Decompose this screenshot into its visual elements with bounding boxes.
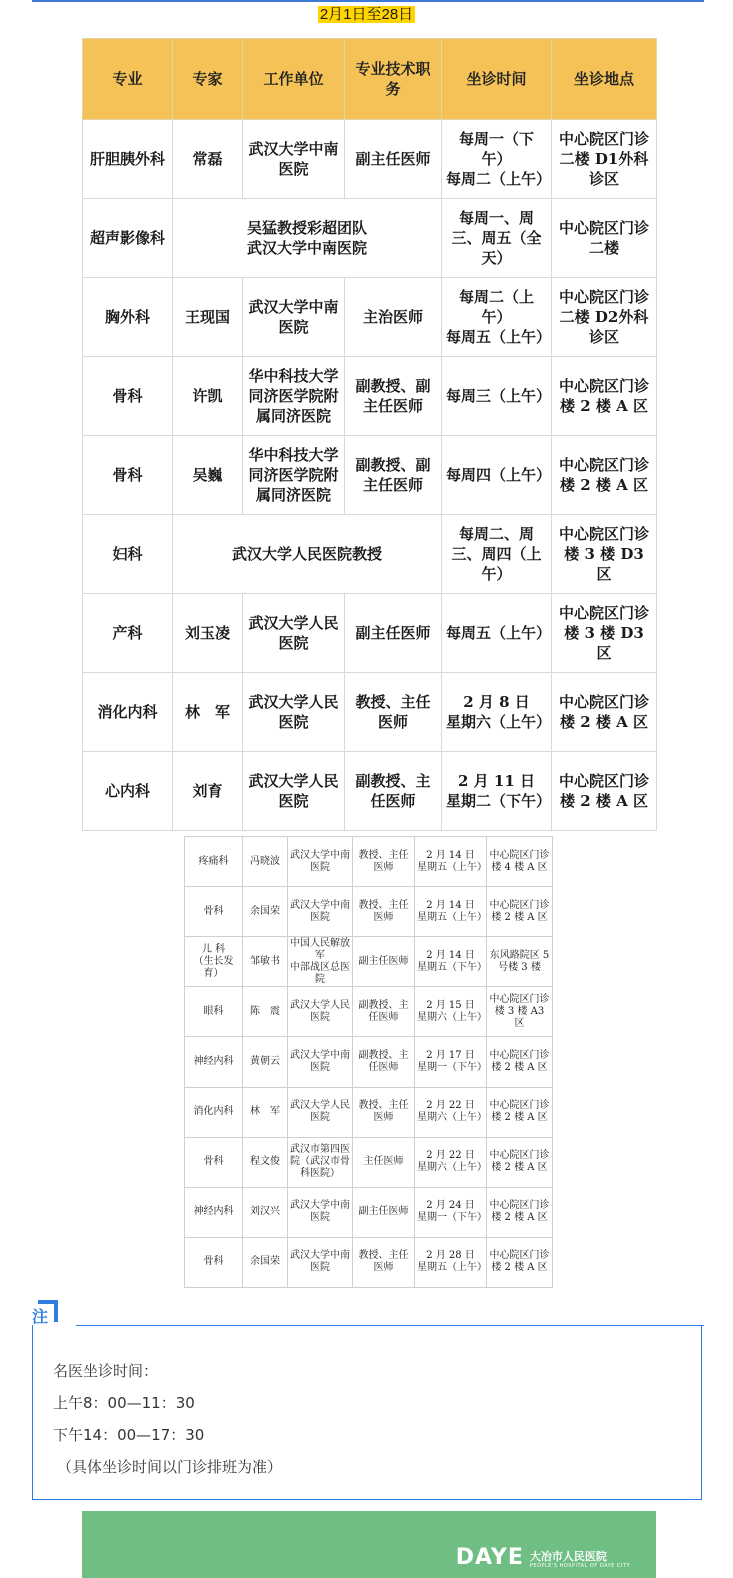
table-cell: 教授、主任医师 bbox=[353, 837, 415, 887]
table-cell: 中心院区门诊楼 2 楼 A 区 bbox=[487, 1037, 553, 1087]
table-cell: 每周一（下午） 每周二（上午） bbox=[442, 120, 552, 199]
note-line-4: （具体坐诊时间以门诊排班为准） bbox=[57, 1458, 283, 1476]
table-cell: 副教授、副主任医师 bbox=[345, 357, 442, 436]
table-cell: 每周四（上午） bbox=[442, 436, 552, 515]
table-cell: 武汉大学中南医院 bbox=[243, 278, 345, 357]
table-cell: 2 月 14 日 星期五（下午） bbox=[415, 937, 487, 987]
table-cell: 副主任医师 bbox=[353, 1187, 415, 1237]
table-cell: 儿 科 （生长发育） bbox=[185, 937, 243, 987]
table-cell: 武汉大学人民医院 bbox=[243, 594, 345, 673]
table-cell: 2 月 17 日 星期一（下午） bbox=[415, 1037, 487, 1087]
table-cell: 武汉大学中南医院 bbox=[288, 1187, 353, 1237]
table-row bbox=[185, 1237, 553, 1287]
table-cell: 武汉大学中南医院 bbox=[288, 1237, 353, 1287]
table-cell: 2 月 15 日 星期六（上午） bbox=[415, 987, 487, 1037]
table-cell: 2 月 28 日 星期五（上午） bbox=[415, 1237, 487, 1287]
table-cell: 副教授、主任医师 bbox=[345, 752, 442, 831]
table-cell: 武汉大学人民医院 bbox=[243, 752, 345, 831]
table-cell: 刘育 bbox=[173, 752, 243, 831]
table-cell: 华中科技大学同济医学院附属同济医院 bbox=[243, 357, 345, 436]
table-cell: 眼科 bbox=[185, 987, 243, 1037]
table-cell: 武汉大学中南医院 bbox=[288, 887, 353, 937]
table-cell: 副主任医师 bbox=[345, 120, 442, 199]
header-title: 专业技术职务 bbox=[345, 39, 442, 120]
table-cell: 妇科 bbox=[83, 515, 173, 594]
table-cell: 教授、主任医师 bbox=[345, 673, 442, 752]
table-row bbox=[83, 120, 657, 199]
table-cell: 邹敏书 bbox=[243, 937, 288, 987]
table-cell: 林 军 bbox=[173, 673, 243, 752]
logo-mark: DAYE bbox=[455, 1545, 524, 1570]
table-cell: 余国荣 bbox=[243, 887, 288, 937]
header-time: 坐诊时间 bbox=[442, 39, 552, 120]
table-cell: 中国人民解放军 中部战区总医院 bbox=[288, 937, 353, 987]
table-cell: 超声影像科 bbox=[83, 199, 173, 278]
table-cell: 东风路院区 5 号楼 3 楼 bbox=[487, 937, 553, 987]
table-row bbox=[83, 357, 657, 436]
table-cell: 华中科技大学同济医学院附属同济医院 bbox=[243, 436, 345, 515]
table-cell: 中心院区门诊楼 2 楼 A 区 bbox=[487, 1237, 553, 1287]
table-cell: 副教授、主任医师 bbox=[353, 987, 415, 1037]
table-cell: 中心院区门诊楼 3 楼 D3 区 bbox=[552, 594, 657, 673]
table-cell: 主治医师 bbox=[345, 278, 442, 357]
table-cell: 骨科 bbox=[185, 1237, 243, 1287]
table-cell: 中心院区门诊楼 3 楼 D3 区 bbox=[552, 515, 657, 594]
table-cell: 中心院区门诊二楼 bbox=[552, 199, 657, 278]
footer-banner bbox=[82, 1511, 656, 1578]
table-cell: 副主任医师 bbox=[353, 937, 415, 987]
table-cell: 中心院区门诊楼 2 楼 A 区 bbox=[552, 752, 657, 831]
table-cell: 产科 bbox=[83, 594, 173, 673]
header-expert: 专家 bbox=[173, 39, 243, 120]
table-cell: 武汉大学人民医院 bbox=[243, 673, 345, 752]
table-cell: 教授、主任医师 bbox=[353, 1237, 415, 1287]
table-cell: 副教授、主任医师 bbox=[353, 1037, 415, 1087]
table-cell: 每周一、周三、周五（全天） bbox=[442, 199, 552, 278]
table-cell: 许凯 bbox=[173, 357, 243, 436]
note-box bbox=[32, 1325, 702, 1500]
table-cell: 骨科 bbox=[83, 357, 173, 436]
table-row bbox=[185, 887, 553, 937]
table-row bbox=[185, 1137, 553, 1187]
table-cell: 中心院区门诊楼 2 楼 A 区 bbox=[487, 887, 553, 937]
table-cell: 教授、主任医师 bbox=[353, 887, 415, 937]
table-row bbox=[83, 752, 657, 831]
table-cell: 心内科 bbox=[83, 752, 173, 831]
secondary-schedule-table bbox=[184, 836, 553, 1288]
table-cell: 刘玉凌 bbox=[173, 594, 243, 673]
table-row bbox=[83, 594, 657, 673]
note-line-2: 上午8：00—11：30 bbox=[53, 1394, 195, 1412]
note-line-1: 名医坐诊时间： bbox=[53, 1362, 159, 1380]
table-cell: 疼痛科 bbox=[185, 837, 243, 887]
table-cell: 常磊 bbox=[173, 120, 243, 199]
table-cell: 林 军 bbox=[243, 1087, 288, 1137]
table-cell: 神经内科 bbox=[185, 1037, 243, 1087]
table-row bbox=[185, 1087, 553, 1137]
table-row bbox=[83, 278, 657, 357]
table-cell: 吴猛教授彩超团队 武汉大学中南医院 bbox=[173, 199, 442, 278]
table-cell: 王现国 bbox=[173, 278, 243, 357]
table-cell: 消化内科 bbox=[83, 673, 173, 752]
table-cell: 2 月 14 日 星期五（上午） bbox=[415, 837, 487, 887]
table-cell: 教授、主任医师 bbox=[353, 1087, 415, 1137]
main-schedule-table bbox=[82, 38, 657, 831]
hospital-logo bbox=[456, 1545, 630, 1570]
table-cell: 陈 震 bbox=[243, 987, 288, 1037]
table-row bbox=[83, 673, 657, 752]
table-row bbox=[185, 987, 553, 1037]
table-cell: 每周二、周三、周四（上午） bbox=[442, 515, 552, 594]
table-cell: 消化内科 bbox=[185, 1087, 243, 1137]
table-cell: 2 月 22 日 星期六（上午） bbox=[415, 1087, 487, 1137]
table-row bbox=[185, 1037, 553, 1087]
logo-name: 大冶市人民医院 bbox=[529, 1550, 607, 1563]
table-cell: 主任医师 bbox=[353, 1137, 415, 1187]
table-cell: 肝胆胰外科 bbox=[83, 120, 173, 199]
table-cell: 胸外科 bbox=[83, 278, 173, 357]
table-row bbox=[185, 937, 553, 987]
header-workplace: 工作单位 bbox=[243, 39, 345, 120]
header-location: 坐诊地点 bbox=[552, 39, 657, 120]
table-cell: 中心院区门诊楼 2 楼 A 区 bbox=[552, 357, 657, 436]
table-cell: 武汉大学中南医院 bbox=[288, 1037, 353, 1087]
table-row bbox=[83, 515, 657, 594]
table-row bbox=[83, 199, 657, 278]
table-cell: 吴巍 bbox=[173, 436, 243, 515]
table-cell: 骨科 bbox=[185, 887, 243, 937]
table-cell: 2 月 22 日 星期六（上午） bbox=[415, 1137, 487, 1187]
table-cell: 中心院区门诊楼 4 楼 A 区 bbox=[487, 837, 553, 887]
table-cell: 中心院区门诊楼 2 楼 A 区 bbox=[487, 1087, 553, 1137]
table-cell: 2 月 11 日 星期二（下午） bbox=[442, 752, 552, 831]
top-divider bbox=[32, 0, 704, 2]
table-cell: 每周三（上午） bbox=[442, 357, 552, 436]
table-row bbox=[185, 1187, 553, 1237]
table-row bbox=[83, 436, 657, 515]
table-cell: 神经内科 bbox=[185, 1187, 243, 1237]
table-cell: 2 月 24 日 星期一（下午） bbox=[415, 1187, 487, 1237]
date-banner bbox=[0, 4, 733, 25]
table-cell: 每周五（上午） bbox=[442, 594, 552, 673]
table-row bbox=[185, 837, 553, 887]
table-cell: 中心院区门诊楼 2 楼 A 区 bbox=[552, 673, 657, 752]
table-header-row bbox=[83, 39, 657, 120]
table-cell: 武汉市第四医院（武汉市骨科医院） bbox=[288, 1137, 353, 1187]
table-cell: 副教授、副主任医师 bbox=[345, 436, 442, 515]
header-specialty: 专业 bbox=[83, 39, 173, 120]
table-cell: 骨科 bbox=[185, 1137, 243, 1187]
table-cell: 骨科 bbox=[83, 436, 173, 515]
table-cell: 副主任医师 bbox=[345, 594, 442, 673]
table-cell: 中心院区门诊楼 2 楼 A 区 bbox=[487, 1137, 553, 1187]
table-cell: 冯晓波 bbox=[243, 837, 288, 887]
table-cell: 武汉大学人民医院 bbox=[288, 987, 353, 1037]
table-cell: 中心院区门诊楼 2 楼 A 区 bbox=[487, 1187, 553, 1237]
note-tab-char: 注 bbox=[32, 1307, 49, 1326]
table-cell: 武汉大学中南医院 bbox=[243, 120, 345, 199]
table-cell: 黄朝云 bbox=[243, 1037, 288, 1087]
table-cell: 2 月 8 日 星期六（上午） bbox=[442, 673, 552, 752]
table-cell: 余国荣 bbox=[243, 1237, 288, 1287]
table-cell: 中心院区门诊楼 2 楼 A 区 bbox=[552, 436, 657, 515]
table-cell: 中心院区门诊楼 3 楼 A3 区 bbox=[487, 987, 553, 1037]
table-cell: 武汉大学人民医院教授 bbox=[173, 515, 442, 594]
table-cell: 中心院区门诊二楼 D2外科诊区 bbox=[552, 278, 657, 357]
table-cell: 每周二（上午） 每周五（上午） bbox=[442, 278, 552, 357]
table-cell: 武汉大学中南医院 bbox=[288, 837, 353, 887]
logo-subtitle: PEOPLE'S HOSPITAL OF DAYE CITY bbox=[529, 1563, 630, 1569]
table-cell: 2 月 14 日 星期五（上午） bbox=[415, 887, 487, 937]
table-cell: 程文俊 bbox=[243, 1137, 288, 1187]
note-line-3: 下午14：00—17：30 bbox=[53, 1426, 205, 1444]
table-cell: 刘汉兴 bbox=[243, 1187, 288, 1237]
table-cell: 武汉大学人民医院 bbox=[288, 1087, 353, 1137]
date-range: 2月1日至28日 bbox=[319, 6, 414, 23]
table-cell: 中心院区门诊二楼 D1外科诊区 bbox=[552, 120, 657, 199]
